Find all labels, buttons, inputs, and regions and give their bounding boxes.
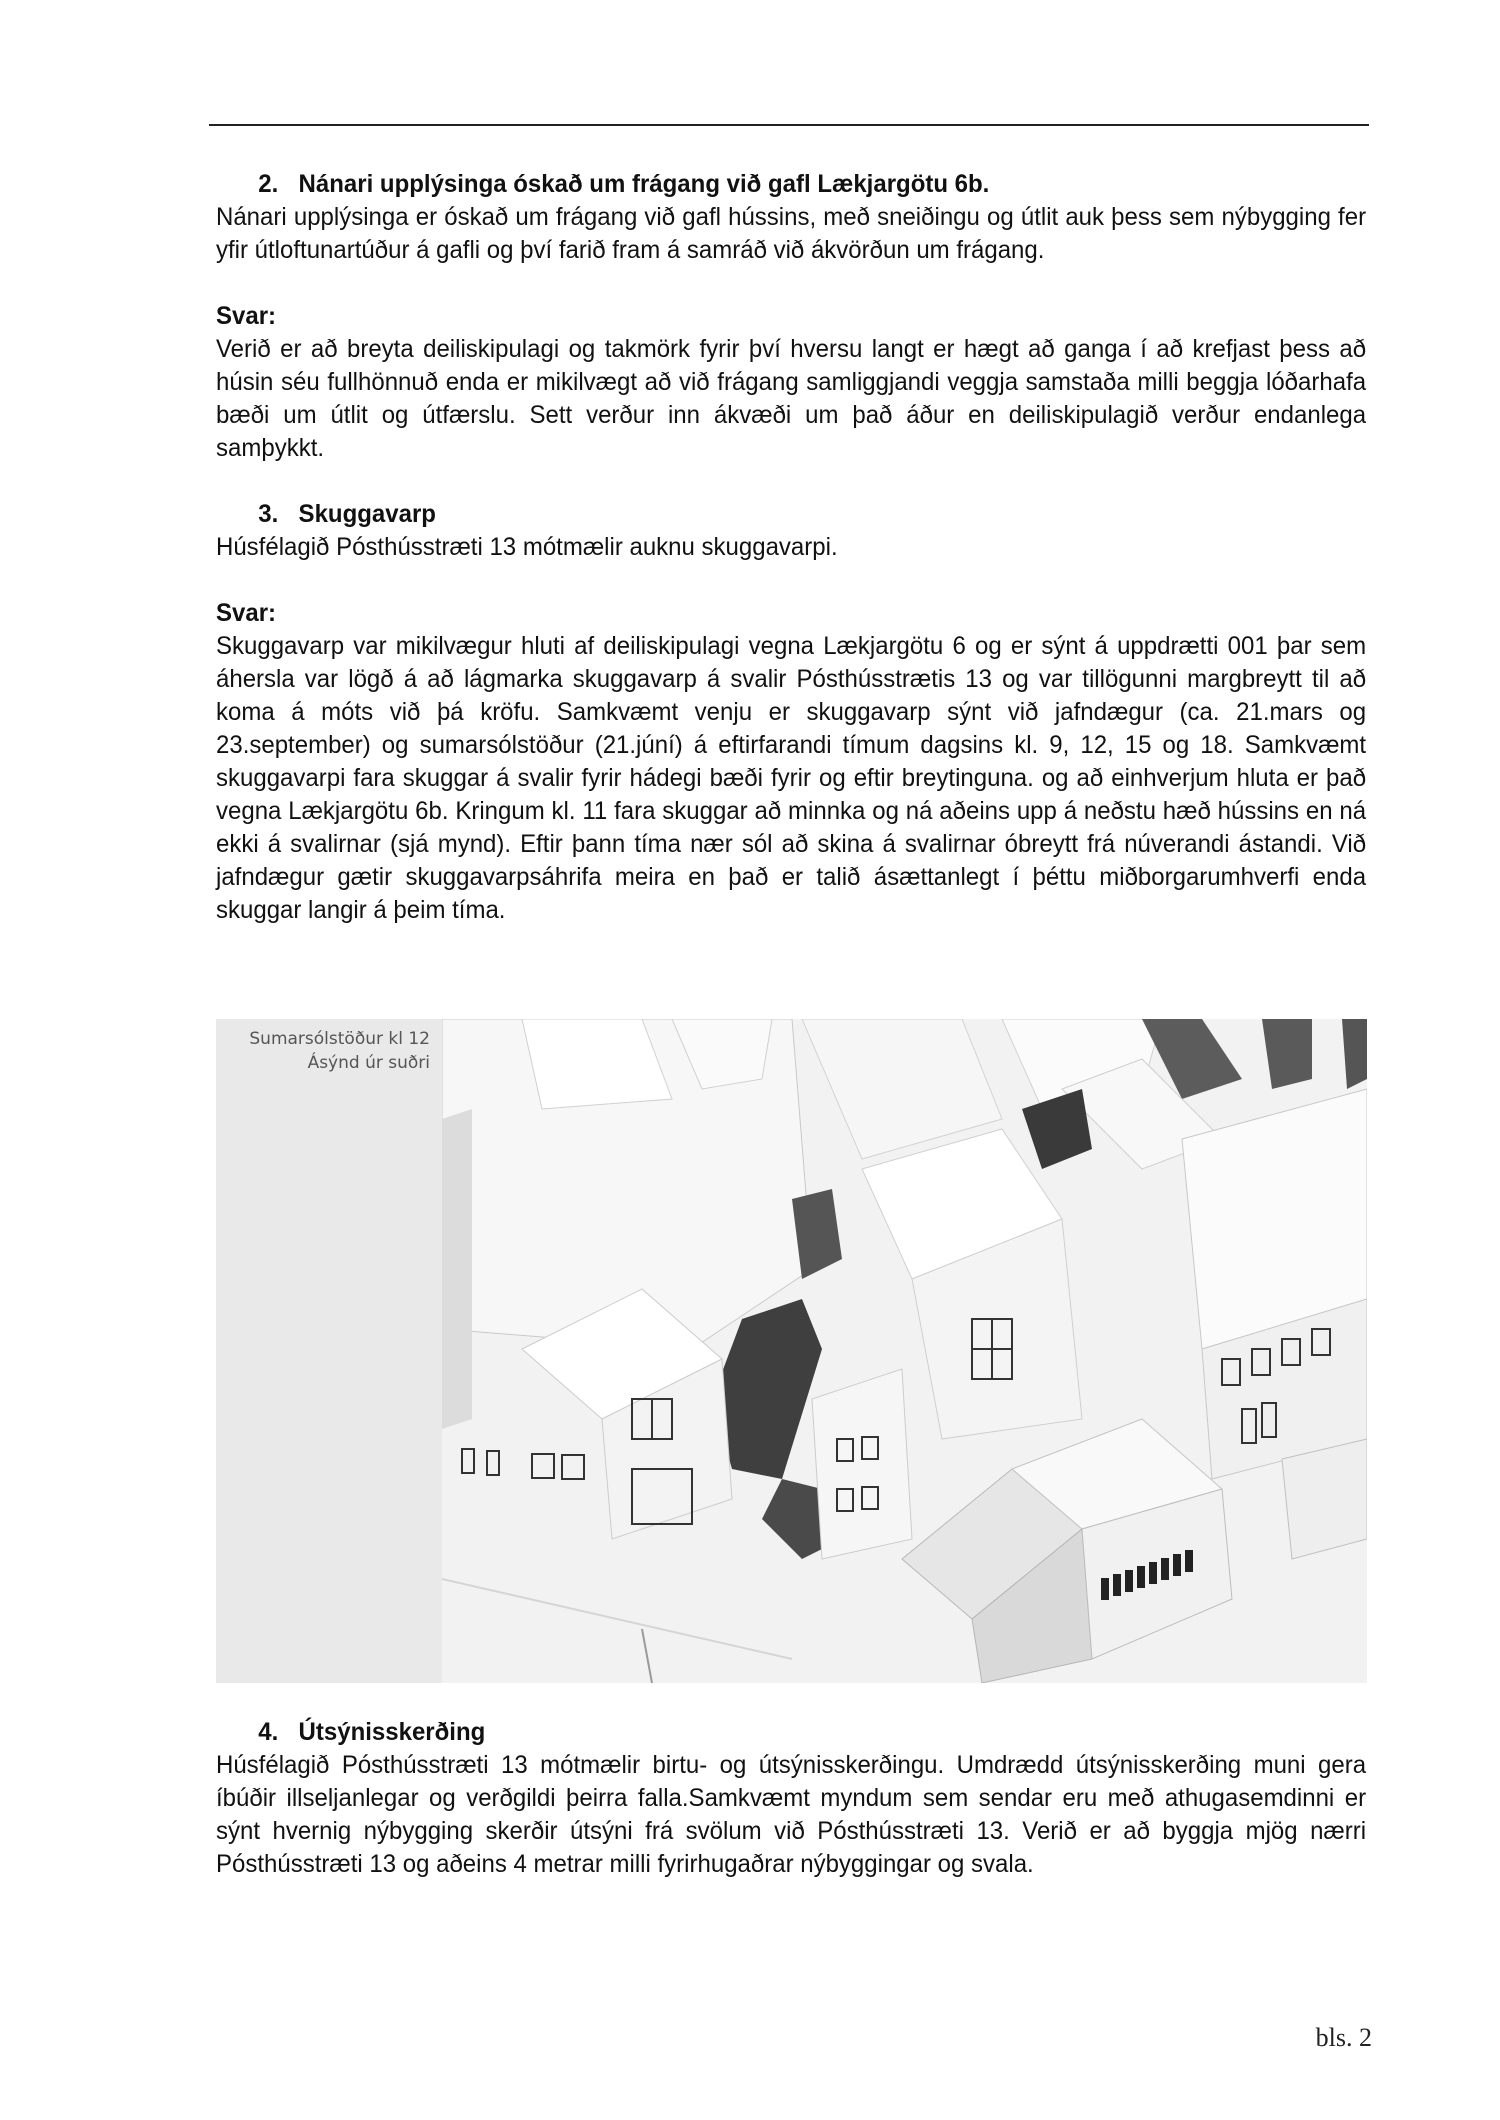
section-3-body: Húsfélagið Pósthússtræti 13 mótmælir auknu skuggavarpi. <box>216 533 838 561</box>
section-2-number: 2. <box>258 170 279 198</box>
figure-caption-line-1: Sumarsólstöður kl 12 <box>249 1029 430 1049</box>
section-2-answer: Verið er að breyta deiliskipulagi og takmörk fyrir því hversu langt er hægt að ganga í að krefjast þess að húsin séu fullhönnuð enda er mikilvægt að við frágang samliggjandi veggja samstaða milli beggja lóðarhafa bæði um útlit og útfærslu. Sett verður inn ákvæði um það áður en deiliskipulagið verður endanlega samþykkt. <box>216 335 1367 462</box>
figure-caption <box>216 1019 442 1075</box>
section-2-body: Nánari upplýsinga er óskað um frágang við gafl hússins, með sneiðingu og útlit auk þess sem nýbygging fer yfir útloftunartúður á gafli og því farið fram á samráð við ákvörðun um frágang. <box>216 203 1367 264</box>
figure-caption-panel <box>216 1019 442 1683</box>
page-number: bls. 2 <box>1315 2023 1372 2052</box>
shadow-study-figure <box>216 1019 1367 1683</box>
shadow-study-rendering <box>442 1019 1367 1683</box>
section-3-answer-label: Svar: <box>216 599 277 627</box>
figure-caption-line-2: Ásýnd úr suðri <box>307 1053 430 1073</box>
section-2-answer-label: Svar: <box>216 302 277 330</box>
section-4-number: 4. <box>258 1718 279 1746</box>
content-upper <box>216 168 1366 927</box>
section-2-heading <box>216 168 1366 201</box>
section-3-title: Skuggavarp <box>298 500 436 528</box>
section-4-body: Húsfélagið Pósthússtræti 13 mótmælir birtu- og útsýnisskerðingu. Umdrædd útsýnisskerðing muni gera íbúðir illseljanlegar og verðgildi þeirra falla.Samkvæmt myndum sem sendar eru með athugasemdinni er sýnt hvernig nýbygging skerðir útsýni frá svölum við Pósthússtræti 13. Verið er að byggja mjög nærri Pósthússtræti 13 og aðeins 4 metrar milli fyrirhugaðrar nýbyggingar og svala. <box>216 1751 1367 1878</box>
section-3-number: 3. <box>258 500 279 528</box>
section-3-heading <box>216 498 1366 531</box>
header-rule <box>209 124 1369 126</box>
content-lower <box>216 1716 1366 1881</box>
section-4-heading <box>216 1716 1366 1749</box>
section-4-title: Útsýnisskerðing <box>298 1718 486 1746</box>
section-3-answer: Skuggavarp var mikilvægur hluti af deiliskipulagi vegna Lækjargötu 6 og er sýnt á uppdrætti 001 þar sem áhersla var lögð á að lágmarka skuggavarp á svalir Pósthússtrætis 13 og var tillögunni margbreytt til að koma á móts við þá kröfu. Samkvæmt venju er skuggavarp sýnt við jafndægur (ca. 21.mars og 23.september) og sumarsólstöður (21.júní) á eftirfarandi tímum dagsins kl. 9, 12, 15 og 18. Samkvæmt skuggavarpi fara skuggar á svalir fyrir hádegi bæði fyrir og eftir breytinguna. og að einhverjum hluta er það vegna Lækjargötu 6b. Kringum kl. 11 fara skuggar að minnka og ná aðeins upp á neðstu hæð hússins en ná ekki á svalirnar (sjá mynd). Eftir þann tíma nær sól að skina á svalirnar óbreytt frá núverandi ástandi. Við jafndægur gætir skuggavarpsáhrifa meira en það er talið ásættanlegt í þéttu miðborgarumhverfi enda skuggar langir á þeim tíma. <box>216 632 1367 924</box>
section-2-title: Nánari upplýsinga óskað um frágang við gafl Lækjargötu 6b. <box>298 170 990 198</box>
